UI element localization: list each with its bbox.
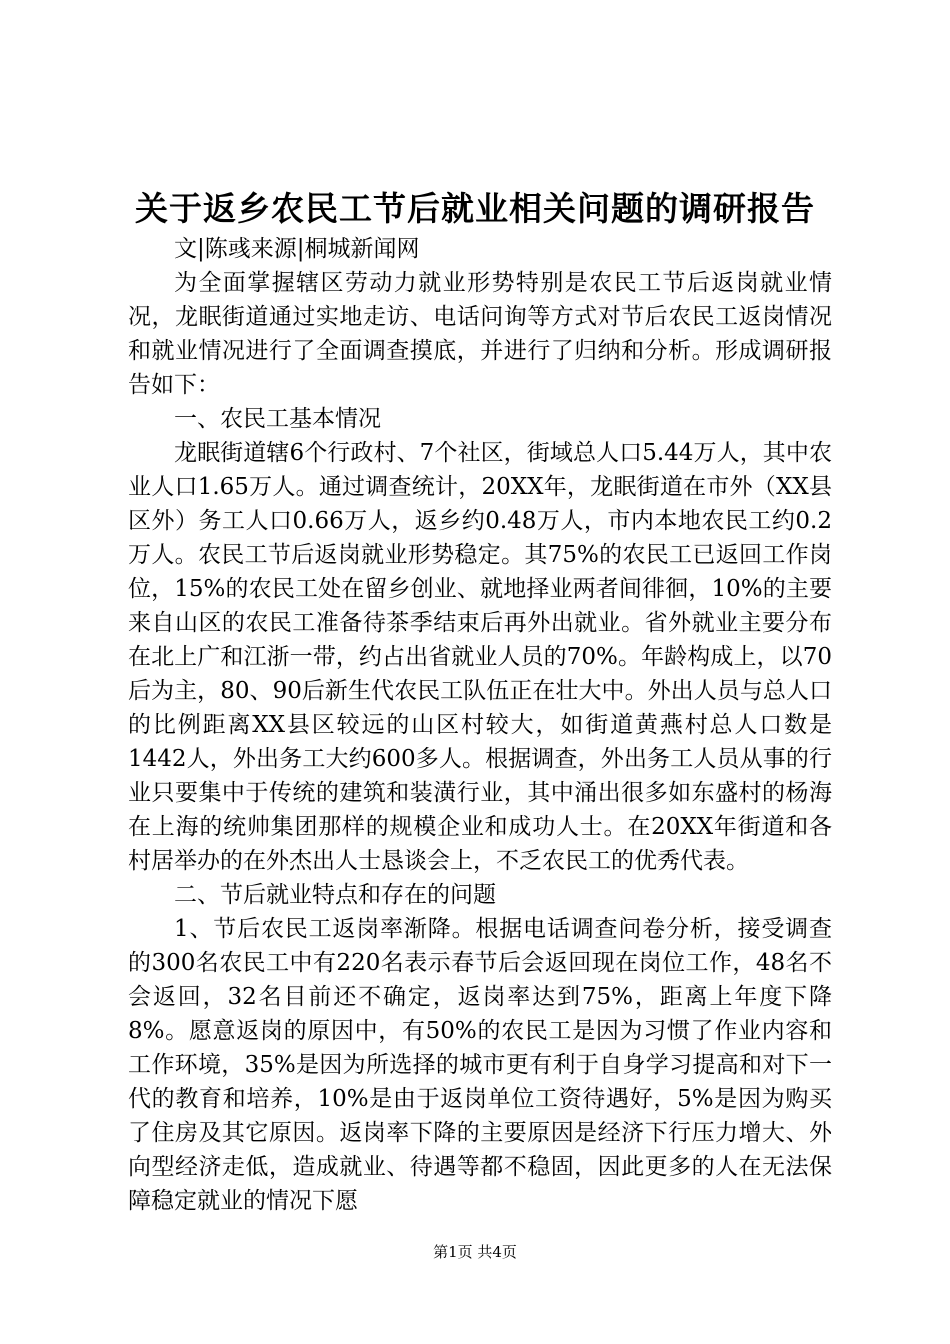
document-body [128,232,832,1218]
section-heading-2: 二、节后就业特点和存在的问题 [174,882,496,908]
section-heading-1: 一、农民工基本情况 [174,406,381,432]
page-footer: 第1页 共4页 [433,1243,517,1261]
paragraph-basic-situation: 龙眠街道辖6个行政村、7个社区，街域总人口5.44万人，其中农业人口1.65万人。通过调查统计，20XX年，龙眠街道在市外（XX县区外）务工人口0.66万人，返乡约0.48万人，市内本地农民工约0.2万人。农民工节后返岗就业形势稳定。其75%的农民工已返回工作岗位，15%的农民工处在留乡创业、就地择业两者间徘徊，10%的主要来自山区的农民工准备待茶季结束后再外出就业。省外就业主要分布在北上广和江浙一带，约占出省就业人员的70%。年龄构成上，以70后为主，80、90后新生代农民工队伍正在壮大中。外出人员与总人口的比例距离XX县区较远的山区村较大，如街道黄燕村总人口数是1442人，外出务工大约600多人。根据调查，外出务工人员从事的行业只要集中于传统的建筑和装潢行业，其中涌出很多如东盛村的杨海在上海的统帅集团那样的规模企业和成功人士。在20XX年街道和各村居举办的在外杰出人士恳谈会上，不乏农民工的优秀代表。 [128,440,832,874]
paragraph-return-rate: 1、节后农民工返岗率渐降。根据电话调查问卷分析，接受调查的300名农民工中有220名表示春节后会返回现在岗位工作，48名不会返回，32名目前还不确定，返岗率达到75%，距离上年度下降8%。愿意返岗的原因中，有50%的农民工是因为习惯了作业内容和工作环境，35%是因为所选择的城市更有利于自身学习提高和对下一代的教育和培养，10%是由于返岗单位工资待遇好，5%是因为购买了住房及其它原因。返岗率下降的主要原因是经济下行压力增大、外向型经济走低，造成就业、待遇等都不稳固，因此更多的人在无法保障稳定就业的情况下愿 [128,916,832,1214]
document-title: 关于返乡农民工节后就业相关问题的调研报告 [135,189,815,228]
paragraph-intro: 为全面掌握辖区劳动力就业形势特别是农民工节后返岗就业情况，龙眠街道通过实地走访、电话问询等方式对节后农民工返岗情况和就业情况进行了全面调查摸底，并进行了归纳和分析。形成调研报告如下： [128,270,832,398]
byline: 文|陈彧来源|桐城新闻网 [174,236,420,262]
